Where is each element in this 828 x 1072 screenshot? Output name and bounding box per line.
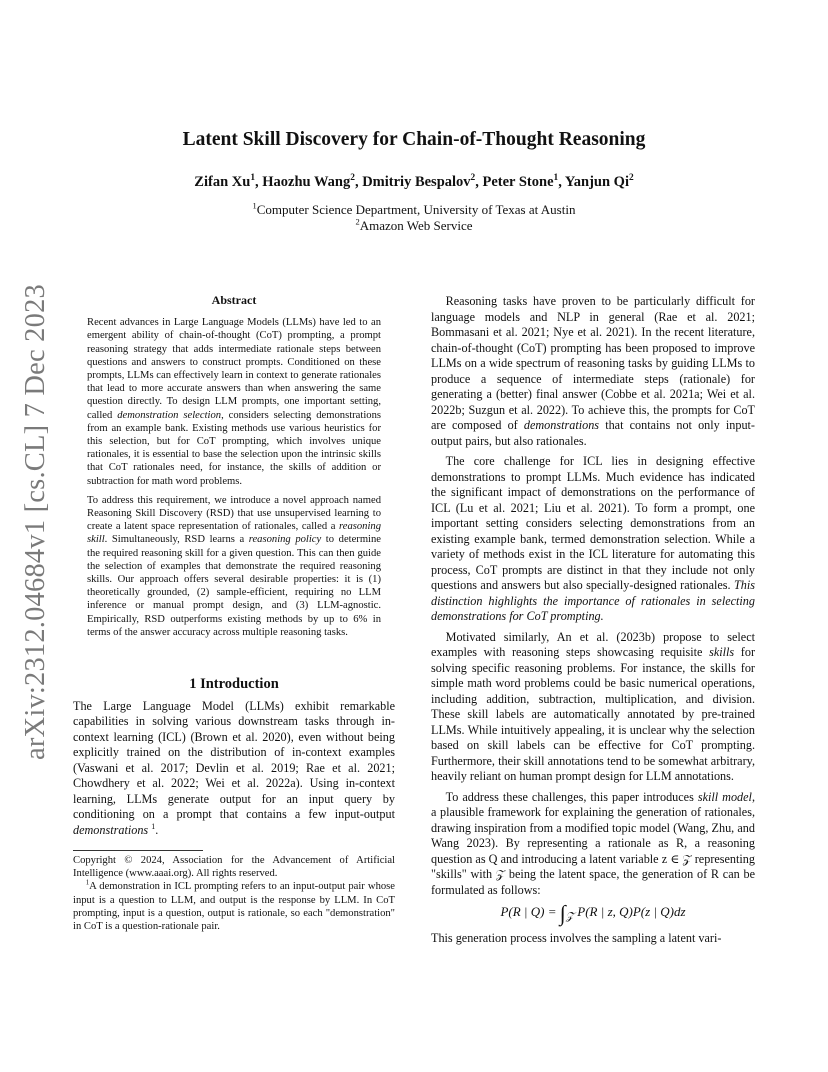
author-affil-mark: 1 [553, 173, 559, 184]
footnote: $^1$A demonstration in ICL prompting refers to an input-output pair whose input is a question to LLM, and output is the response by LLM. In CoT prompting, input is a question, output is rationale, so each "demonstration" in CoT is a question-rationale pair. [73, 879, 395, 933]
author: Zifan Xu [194, 174, 251, 190]
right-column-body [431, 294, 755, 947]
author: Yanjun Qi [564, 174, 629, 190]
arxiv-identifier-stamp: arXiv:2312.04684v1 [cs.CL] 7 Dec 2023 [20, 284, 51, 760]
left-column [73, 294, 395, 933]
abstract-paragraph: To address this requirement, we introduce a novel approach named Reasoning Skill Discovery (RSD) that use unsupervised learning to create a latent space representation of rationales, called a reasoning skill. Simultaneously, RSD learns a reasoning policy to determine the required reasoning skill for a given question. This can then guide the selection of examples that demonstrate the required reasoning skills. Our approach offers several desirable properties: it is (1) theoretically grounded, (2) sample-efficient, requiring no LLM inference or manual prompt design, and (3) LLM-agnostic. Empirically, RSD outperforms existing methods by up to 6% in terms of the answer accuracy across multiple reasoning tasks. [87, 494, 381, 638]
author-list: Zifan Xu$^1$, Haozhu Wang$^2$, Dmitriy Bespalov$^2$, Peter Stone$^1$, Yanjun Qi$^2$ [194, 173, 634, 190]
paper-title: Latent Skill Discovery for Chain-of-Thought Reasoning [182, 129, 646, 150]
equation: P(R | $Q) = \int_𝒵$ P(R | z, Q)P(z | Q)dz [500, 900, 686, 926]
body-paragraph: Motivated similarly, An et al. (2023b) propose to select examples with reasoning steps showcasing requisite skills for solving specific reasoning problems. For instance, the skills for simple math word problems could be basic numerical operations, including addition, subtraction, multiplication, and division. These skill labels are automatically annotated by pre-trained LLMs. While intuitively appealing, it is unclear why the selection based on skill labels can be effective for CoT prompting. Furthermore, their skill annotations tend to be somewhat arbitrary, heavily reliant on human prompt design for LLM annotations. [431, 629, 756, 783]
introduction-body [73, 699, 395, 839]
affil-mark: 2 [355, 216, 360, 227]
footnotes [73, 850, 395, 933]
body-paragraph: The core challenge for ICL lies in designing effective demonstrations to prompt LLMs. Much evidence has indicated the significant impact of demonstrations on the performance of ICL (Lu et al. 2021; Liu et al. 2021). To form a prompt, one important setting considers selecting demonstrations from an existing example bank, termed demonstration selection. While a variety of methods exist in the ICL literature for automating this process, CoT prompts are distinct in that they include not only questions and answers but also specially-designed rationales. This distinction highlights the importance of rationales in selecting demonstrations for CoT prompting. [431, 454, 755, 623]
footnote-divider [73, 850, 203, 851]
body-paragraph: The Large Language Model (LLMs) exhibit remarkable capabilities in solving various downstream tasks through in-context learning (ICL) (Brown et al. 2020), even without being explicitly trained on the distribution of in-context examples (Vaswani et al. 2017; Devlin et al. 2019; Rae et al. 2021; Chowdhery et al. 2022; Wei et al. 2022a). Using in-context learning, LLMs generate output for an input query by conditioning on a prompt that contains a few input-output demonstrations $^1$. [73, 698, 395, 837]
abstract-paragraph: Recent advances in Large Language Models (LLMs) have led to an emergent ability of chain-of-thought (CoT) prompting, a prompt reasoning strategy that adds intermediate rationale steps between questions and answers to construct prompts. Conditioned on these prompts, LLMs can effectively learn in context to generate rationales that lead to more accurate answers than when answering the same question directly. To design LLM prompts, one important setting, called demonstration selection, considers selecting demonstrations from an example bank. Existing methods use various heuristics for this selection, but for CoT prompting, which involves unique rationales, it is essential to base the selection upon the intrinsic skills that CoT rationales need, for instance, the skills of addition or subtraction for math word problems. [87, 317, 381, 487]
abstract [73, 294, 395, 639]
author: Haozhu Wang [262, 174, 351, 190]
body-paragraph: This generation process involves the sampling a latent vari- [431, 931, 722, 946]
author-affil-mark: 2 [629, 173, 634, 184]
affiliations [0, 202, 828, 233]
right-column [431, 294, 755, 952]
section-heading-introduction: 1 Introduction [189, 676, 279, 693]
author: Peter Stone [482, 174, 554, 190]
author: Dmitriy Bespalov [362, 174, 471, 190]
affiliation-text: Amazon Web Service [359, 217, 473, 233]
author-affil-mark: 2 [350, 173, 355, 184]
abstract-heading: Abstract [211, 293, 257, 307]
affil-mark: 1 [252, 200, 257, 211]
affiliation [0, 202, 828, 218]
copyright-notice: Copyright © 2024, Association for the Advancement of Artificial Intelligence (www.aaai.org). All rights reserved. [73, 855, 395, 880]
body-paragraph: To address these challenges, this paper introduces skill model, a plausible framework for explaining the generation of rationales, drawing inspiration from a modified topic model (Wang, Zhu, and Wang 2023). By representing a rationale as R, a reasoning question as Q and introducing a latent variable z ∈ 𝒵 representing "skills" with 𝒵 being the latent space, the generation of R can be formulated as follows: [431, 789, 755, 897]
body-paragraph: Reasoning tasks have proven to be particularly difficult for language models and NLP in general (Rae et al. 2021; Bommasani et al. 2021; Nye et al. 2021). In the recent literature, chain-of-thought (CoT) prompting has been proposed to improve LLMs on a wide spectrum of reasoning tasks by guiding LLMs to produce a sequence of intermediate steps (rationale) for generating a (better) final answer (Cobbe et al. 2021a; Wei et al. 2022b; Suzgun et al. 2022). To achieve this, the prompts for CoT are composed of demonstrations that contains not only input-output pairs, but also rationales. [431, 294, 755, 448]
affiliation [0, 218, 828, 234]
author-affil-mark: 1 [250, 173, 256, 184]
author-affil-mark: 2 [470, 173, 476, 184]
affiliation-text: Computer Science Department, University of Texas at Austin [256, 202, 576, 217]
